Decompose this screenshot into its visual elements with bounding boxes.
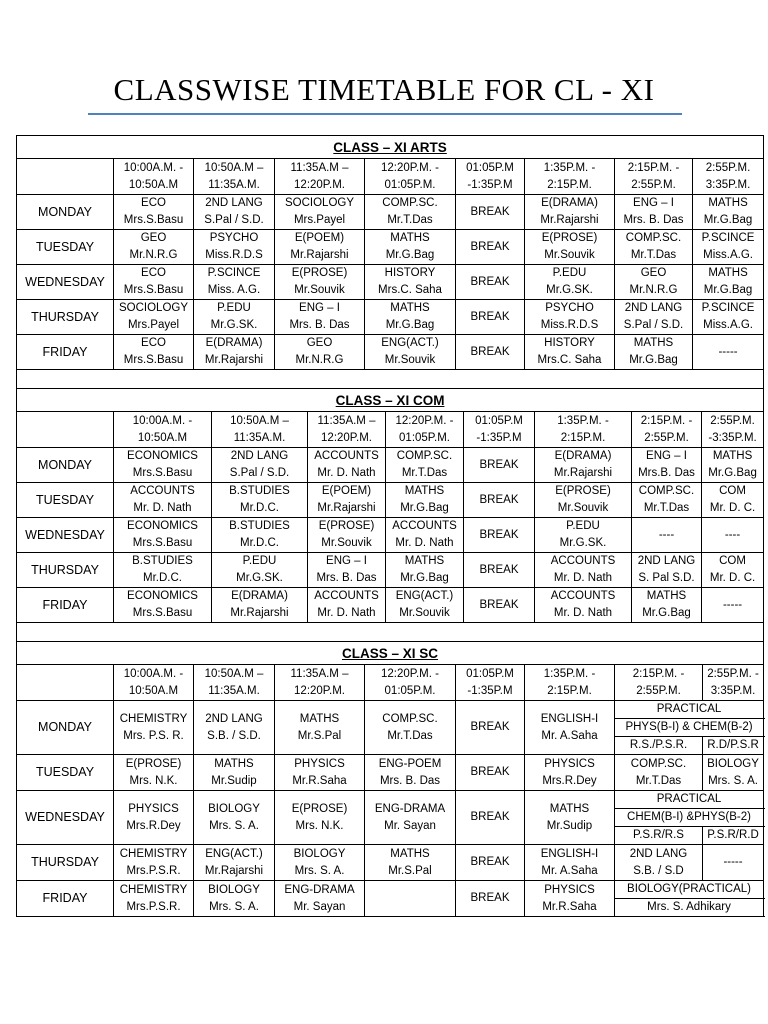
practical-detail: PHYS(B-I) & CHEM(B-2)	[615, 719, 764, 737]
period-cell: COM Mr. D. C.	[702, 553, 764, 588]
break-cell: BREAK	[456, 755, 525, 791]
arts-days	[17, 195, 764, 370]
period-cell: 2ND LANG S. Pal S.D.	[632, 553, 702, 588]
period-cell: MATHS Mr.G.Bag	[615, 335, 693, 370]
period-cell: P.EDU Mr.G.SK.	[525, 265, 615, 300]
period-cell: ECO Mrs.S.Basu	[114, 195, 194, 230]
break-cell: BREAK	[456, 230, 525, 265]
period-cell: GEO Mr.N.R.G	[615, 265, 693, 300]
day-label: MONDAY	[17, 448, 114, 483]
day-label: TUESDAY	[17, 230, 114, 265]
time-slot: 11:35A.M – 12:20P.M.	[275, 665, 365, 701]
period-cell: B.STUDIES Mr.D.C.	[114, 553, 212, 588]
sc-heading-cell	[17, 642, 764, 665]
practical-label: BIOLOGY(PRACTICAL)	[615, 881, 764, 899]
time-slot: 01:05P.M -1:35P.M	[456, 159, 525, 195]
time-corner-cell	[17, 159, 114, 195]
time-slot: 10:50A.M – 11:35A.M.	[194, 159, 275, 195]
period-cell: 2ND LANG S.B. / S.D	[615, 845, 703, 881]
com-table	[16, 388, 764, 642]
period-cell: P.EDU Mr.G.SK.	[535, 518, 632, 553]
period-cell: COMP.SC. Mr.T.Das	[365, 195, 456, 230]
time-slot: 2:55P.M. - 3:35P.M.	[703, 665, 764, 701]
arts-table	[16, 135, 764, 389]
period-cell: CHEMISTRY Mrs.P.S.R.	[114, 845, 194, 881]
practical-teacher: Mrs. S. Adhikary	[615, 899, 764, 917]
period-cell: HISTORY Mrs.C. Saha	[525, 335, 615, 370]
period-cell: ACCOUNTS Mr. D. Nath	[535, 553, 632, 588]
time-slot: 1:35P.M. - 2:15P.M.	[535, 412, 632, 448]
period-cell: 2ND LANG S.B. / S.D.	[194, 701, 275, 755]
period-cell: E(DRAMA) Mr.Rajarshi	[212, 588, 308, 623]
period-cell: 2ND LANG S.Pal / S.D.	[212, 448, 308, 483]
period-cell: -----	[693, 335, 764, 370]
sc-heading: CLASS – XI SC	[342, 645, 439, 661]
time-slot: 2:55P.M. -3:35P.M.	[702, 412, 764, 448]
period-cell: ECO Mrs.S.Basu	[114, 335, 194, 370]
period-cell: ENG(ACT.) Mr.Souvik	[386, 588, 464, 623]
period-cell: BIOLOGY Mrs. S. A.	[275, 845, 365, 881]
period-cell: E(PROSE) Mr.Souvik	[535, 483, 632, 518]
day-label: TUESDAY	[17, 755, 114, 791]
day-label: THURSDAY	[17, 845, 114, 881]
time-slot: 2:15P.M. - 2:55P.M.	[632, 412, 702, 448]
time-slot: 12:20P.M. - 01:05P.M.	[365, 159, 456, 195]
arts-row-tuesday	[17, 230, 764, 265]
period-cell: ENG – I Mrs. B. Das	[275, 300, 365, 335]
period-cell: CHEMISTRY Mrs.P.S.R.	[114, 881, 194, 917]
arts-heading-cell	[17, 136, 764, 159]
page-title: CLASSWISE TIMETABLE FOR CL - XI	[113, 72, 655, 107]
sc-row-thursday	[17, 845, 764, 881]
period-cell: MATHS Mr.G.Bag	[632, 588, 702, 623]
practical-label: PRACTICAL	[615, 791, 764, 809]
period-cell: E(DRAMA) Mr.Rajarshi	[525, 195, 615, 230]
period-cell: PHYSICS Mrs.R.Dey	[114, 791, 194, 845]
period-cell: BIOLOGY Mrs. S. A.	[194, 791, 275, 845]
period-cell: GEO Mr.N.R.G	[114, 230, 194, 265]
period-cell: ENG-POEM Mrs. B. Das	[365, 755, 456, 791]
practical-teacher: R.D/P.S.R	[703, 737, 764, 755]
day-label: WEDNESDAY	[17, 518, 114, 553]
period-cell: GEO Mr.N.R.G	[275, 335, 365, 370]
com-heading-row	[17, 389, 764, 412]
period-cell: ECONOMICS Mrs.S.Basu	[114, 448, 212, 483]
practical-teacher: P.S.R/R.S	[615, 827, 703, 845]
practical-detail: CHEM(B-I) &PHYS(B-2)	[615, 809, 764, 827]
com-row-thursday	[17, 553, 764, 588]
period-cell: ----	[702, 518, 764, 553]
period-cell: ENG(ACT.) Mr.Rajarshi	[194, 845, 275, 881]
break-cell: BREAK	[456, 845, 525, 881]
period-cell: CHEMISTRY Mrs. P.S. R.	[114, 701, 194, 755]
period-cell: P.SCINCE Miss.A.G.	[693, 300, 764, 335]
period-cell: E(PROSE) Mr.Souvik	[275, 265, 365, 300]
period-cell: ACCOUNTS Mr. D. Nath	[308, 448, 386, 483]
com-row-tuesday	[17, 483, 764, 518]
arts-heading: CLASS – XI ARTS	[333, 139, 447, 155]
period-cell: ECONOMICS Mrs.S.Basu	[114, 588, 212, 623]
period-cell: PSYCHO Miss.R.D.S	[194, 230, 275, 265]
day-label: MONDAY	[17, 195, 114, 230]
period-cell: SOCIOLOGY Mrs.Payel	[114, 300, 194, 335]
period-cell: MATHS Mr.G.Bag	[365, 230, 456, 265]
time-slot: 11:35A.M – 12:20P.M.	[275, 159, 365, 195]
period-cell: MATHS Mr.S.Pal	[275, 701, 365, 755]
com-row-friday	[17, 588, 764, 623]
period-cell: COMP.SC. Mr.T.Das	[386, 448, 464, 483]
period-cell: E(PROSE) Mrs. N.K.	[114, 755, 194, 791]
break-cell: BREAK	[464, 518, 535, 553]
section-gap	[17, 623, 764, 642]
period-cell: ENGLISH-I Mr. A.Saha	[525, 701, 615, 755]
time-slot: 01:05P.M -1:35P.M	[464, 412, 535, 448]
period-cell: ----	[632, 518, 702, 553]
day-label: WEDNESDAY	[17, 791, 114, 845]
period-cell: E(PROSE) Mr.Souvik	[308, 518, 386, 553]
period-cell: E(DRAMA) Mr.Rajarshi	[194, 335, 275, 370]
day-label: MONDAY	[17, 701, 114, 755]
sc-row-wednesday	[17, 791, 764, 809]
period-cell: 2ND LANG S.Pal / S.D.	[615, 300, 693, 335]
time-slot: 10:00A.M. - 10:50A.M	[114, 159, 194, 195]
time-slot: 12:20P.M. - 01:05P.M.	[365, 665, 456, 701]
period-cell: ENGLISH-I Mr. A.Saha	[525, 845, 615, 881]
period-cell: ENG-DRAMA Mr. Sayan	[365, 791, 456, 845]
break-cell: BREAK	[464, 553, 535, 588]
arts-row-thursday	[17, 300, 764, 335]
period-cell: BIOLOGY Mrs. S. A.	[194, 881, 275, 917]
period-cell: ENG – I Mrs.B. Das	[632, 448, 702, 483]
time-slot: 01:05P.M -1:35P.M	[456, 665, 525, 701]
time-corner-cell	[17, 412, 114, 448]
break-cell: BREAK	[456, 881, 525, 917]
period-cell: BIOLOGY Mrs. S. A.	[703, 755, 764, 791]
day-label: THURSDAY	[17, 300, 114, 335]
period-cell: COM Mr. D. C.	[702, 483, 764, 518]
period-cell: MATHS Mr.G.Bag	[702, 448, 764, 483]
day-label: TUESDAY	[17, 483, 114, 518]
day-label: FRIDAY	[17, 335, 114, 370]
break-cell: BREAK	[456, 701, 525, 755]
break-cell: BREAK	[464, 588, 535, 623]
period-cell: MATHS Mr.G.Bag	[693, 265, 764, 300]
practical-label: PRACTICAL	[615, 701, 764, 719]
period-cell: MATHS Mr.G.Bag	[365, 300, 456, 335]
arts-time-row	[17, 159, 764, 195]
period-cell: PHYSICS Mr.R.Saha	[275, 755, 365, 791]
sc-table	[16, 641, 764, 917]
period-cell: E(PROSE) Mrs. N.K.	[275, 791, 365, 845]
time-slot: 10:50A.M – 11:35A.M.	[194, 665, 275, 701]
period-cell: E(PROSE) Mr.Souvik	[525, 230, 615, 265]
period-cell: E(DRAMA) Mr.Rajarshi	[535, 448, 632, 483]
period-cell: SOCIOLOGY Mrs.Payel	[275, 195, 365, 230]
period-cell: ACCOUNTS Mr. D. Nath	[535, 588, 632, 623]
time-slot: 2:15P.M. - 2:55P.M.	[615, 665, 703, 701]
period-cell: PSYCHO Miss.R.D.S	[525, 300, 615, 335]
sc-time-row	[17, 665, 764, 701]
period-cell: MATHS Mr.Sudip	[525, 791, 615, 845]
period-cell: MATHS Mr.G.Bag	[386, 553, 464, 588]
sc-heading-row	[17, 642, 764, 665]
break-cell: BREAK	[456, 195, 525, 230]
practical-teacher: P.S.R/R.D	[703, 827, 764, 845]
com-heading-cell	[17, 389, 764, 412]
period-cell: B.STUDIES Mr.D.C.	[212, 483, 308, 518]
com-time-row	[17, 412, 764, 448]
period-cell: COMP.SC. Mr.T.Das	[615, 755, 703, 791]
period-cell: P.SCINCE Miss. A.G.	[194, 265, 275, 300]
time-slot: 10:00A.M. - 10:50A.M	[114, 665, 194, 701]
time-slot: 12:20P.M. - 01:05P.M.	[386, 412, 464, 448]
practical-teacher: R.S./P.S.R.	[615, 737, 703, 755]
arts-row-monday	[17, 195, 764, 230]
day-label: THURSDAY	[17, 553, 114, 588]
day-label: FRIDAY	[17, 881, 114, 917]
timetable-sheet	[16, 135, 763, 917]
period-cell: ECONOMICS Mrs.S.Basu	[114, 518, 212, 553]
break-cell: BREAK	[464, 483, 535, 518]
period-cell: 2ND LANG S.Pal / S.D.	[194, 195, 275, 230]
period-cell: PHYSICS Mrs.R.Dey	[525, 755, 615, 791]
time-slot: 10:50A.M – 11:35A.M.	[212, 412, 308, 448]
period-cell: COMP.SC. Mr.T.Das	[615, 230, 693, 265]
period-cell: P.EDU Mr.G.SK.	[212, 553, 308, 588]
period-cell: PHYSICS Mr.R.Saha	[525, 881, 615, 917]
period-cell: MATHS Mr.G.Bag	[386, 483, 464, 518]
period-cell: ACCOUNTS Mr. D. Nath	[386, 518, 464, 553]
time-slot: 10:00A.M. - 10:50A.M	[114, 412, 212, 448]
day-label: WEDNESDAY	[17, 265, 114, 300]
time-slot: 2:15P.M. - 2:55P.M.	[615, 159, 693, 195]
sc-row-tuesday	[17, 755, 764, 791]
period-cell: P.EDU Mr.G.SK.	[194, 300, 275, 335]
period-cell	[365, 881, 456, 917]
time-slot: 11:35A.M – 12:20P.M.	[308, 412, 386, 448]
time-slot: 1:35P.M. - 2:15P.M.	[525, 665, 615, 701]
section-gap	[17, 370, 764, 389]
period-cell: -----	[702, 588, 764, 623]
period-cell: B.STUDIES Mr.D.C.	[212, 518, 308, 553]
arts-row-friday	[17, 335, 764, 370]
period-cell: COMP.SC. Mr.T.Das	[632, 483, 702, 518]
com-heading: CLASS – XI COM	[335, 392, 445, 408]
period-cell: ENG(ACT.) Mr.Souvik	[365, 335, 456, 370]
period-cell: ENG – I Mrs. B. Das	[308, 553, 386, 588]
time-corner-cell	[17, 665, 114, 701]
period-cell: -----	[703, 845, 764, 881]
day-label: FRIDAY	[17, 588, 114, 623]
period-cell: ECO Mrs.S.Basu	[114, 265, 194, 300]
break-cell: BREAK	[464, 448, 535, 483]
period-cell: COMP.SC. Mr.T.Das	[365, 701, 456, 755]
period-cell: ENG-DRAMA Mr. Sayan	[275, 881, 365, 917]
com-days	[17, 448, 764, 623]
break-cell: BREAK	[456, 335, 525, 370]
period-cell: HISTORY Mrs.C. Saha	[365, 265, 456, 300]
arts-heading-row	[17, 136, 764, 159]
com-row-monday	[17, 448, 764, 483]
break-cell: BREAK	[456, 791, 525, 845]
title-underline	[88, 113, 682, 115]
arts-row-wednesday	[17, 265, 764, 300]
period-cell: E(POEM) Mr.Rajarshi	[308, 483, 386, 518]
period-cell: ACCOUNTS Mr. D. Nath	[114, 483, 212, 518]
break-cell: BREAK	[456, 265, 525, 300]
period-cell: MATHS Mr.G.Bag	[693, 195, 764, 230]
time-slot: 1:35P.M. - 2:15P.M.	[525, 159, 615, 195]
period-cell: ACCOUNTS Mr. D. Nath	[308, 588, 386, 623]
sc-row-friday	[17, 881, 764, 899]
period-cell: MATHS Mr.Sudip	[194, 755, 275, 791]
period-cell: ENG – I Mrs. B. Das	[615, 195, 693, 230]
break-cell: BREAK	[456, 300, 525, 335]
time-slot: 2:55P.M. 3:35P.M.	[693, 159, 764, 195]
period-cell: MATHS Mr.S.Pal	[365, 845, 456, 881]
com-row-wednesday	[17, 518, 764, 553]
period-cell: P.SCINCE Miss.A.G.	[693, 230, 764, 265]
sc-row-monday	[17, 701, 764, 719]
period-cell: E(POEM) Mr.Rajarshi	[275, 230, 365, 265]
